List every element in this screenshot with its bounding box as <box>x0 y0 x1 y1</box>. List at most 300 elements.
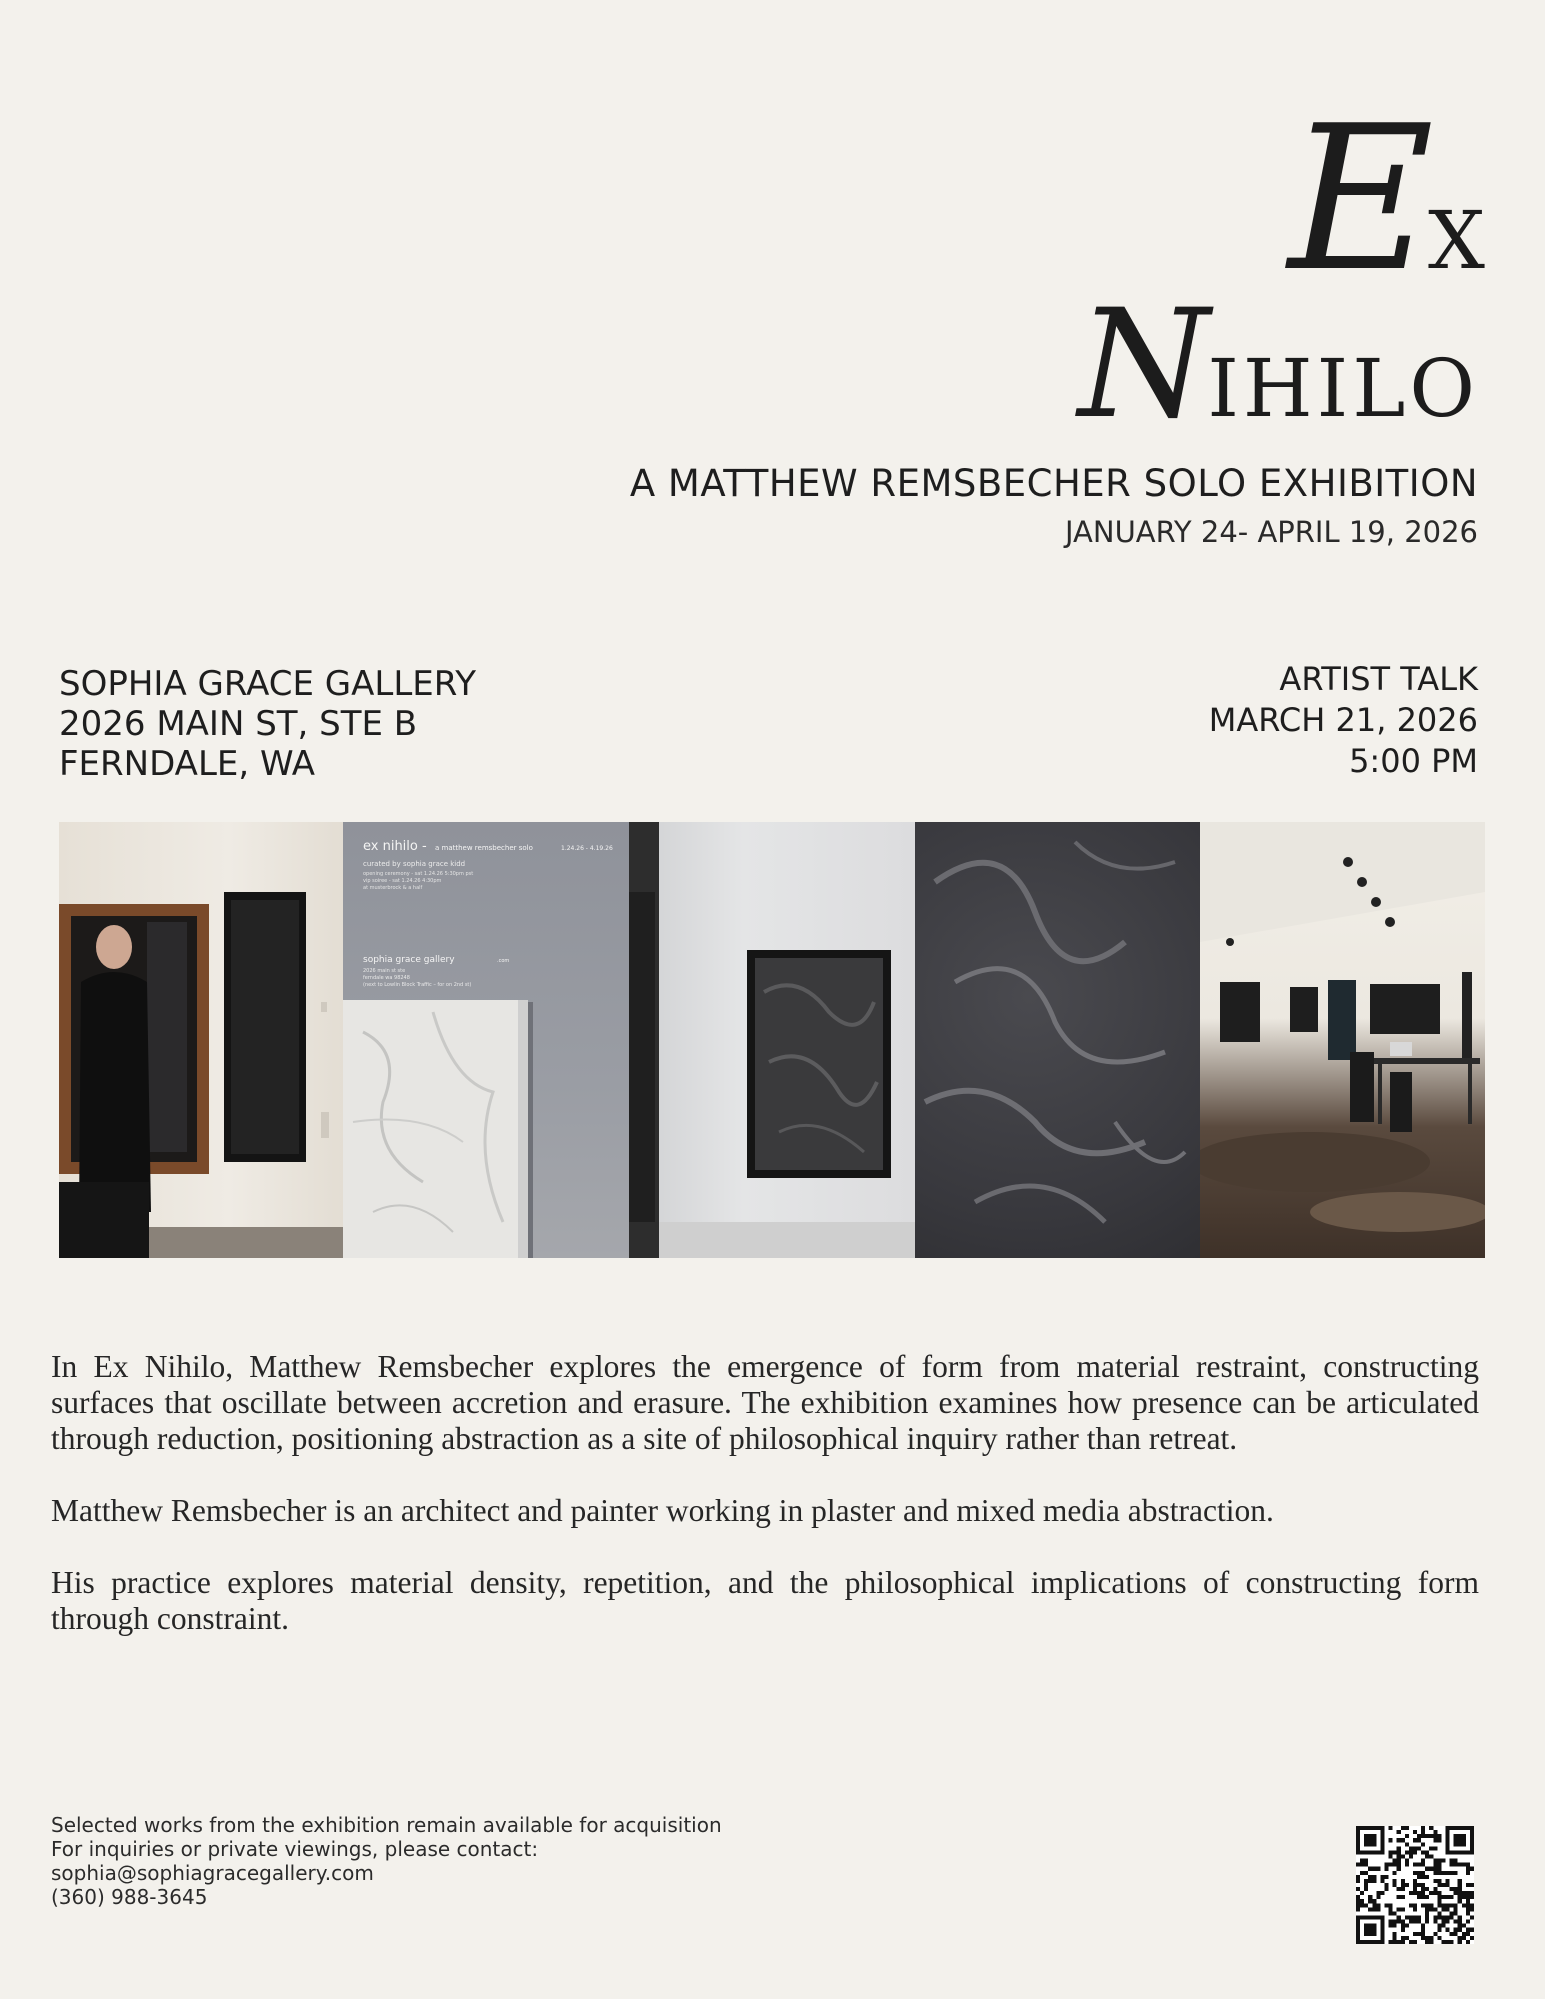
qr-module <box>1401 1838 1405 1842</box>
qr-module <box>1397 1867 1401 1871</box>
qr-module <box>1425 1895 1429 1899</box>
qr-module <box>1384 1883 1388 1887</box>
qr-module <box>1450 1826 1454 1830</box>
qr-module <box>1364 1903 1368 1907</box>
qr-module <box>1364 1924 1368 1928</box>
qr-module <box>1401 1895 1405 1899</box>
qr-module <box>1409 1891 1413 1895</box>
qr-module <box>1441 1940 1445 1944</box>
qr-module <box>1409 1903 1413 1907</box>
title-rest-ihilo: IHILO <box>1207 342 1479 435</box>
qr-module <box>1405 1883 1409 1887</box>
qr-module <box>1364 1932 1368 1936</box>
qr-module <box>1356 1936 1360 1940</box>
qr-module <box>1441 1871 1445 1875</box>
artist-talk-date: MARCH 21, 2026 <box>1208 701 1478 739</box>
qr-module <box>1413 1863 1417 1867</box>
qr-module <box>1458 1899 1462 1903</box>
qr-module <box>1462 1936 1466 1940</box>
qr-module <box>1397 1838 1401 1842</box>
qr-module <box>1384 1875 1388 1879</box>
qr-module <box>1360 1826 1364 1830</box>
qr-module <box>1470 1916 1474 1920</box>
qr-module <box>1425 1911 1429 1915</box>
qr-module <box>1417 1932 1421 1936</box>
qr-module <box>1356 1924 1360 1928</box>
qr-module <box>1380 1879 1384 1883</box>
wall-gallery-suffix: .com <box>497 958 510 964</box>
qr-module <box>1380 1830 1384 1834</box>
qr-module <box>1425 1887 1429 1891</box>
qr-module <box>1450 1871 1454 1875</box>
qr-module <box>1425 1834 1429 1838</box>
wall-gallery: sophia grace gallery <box>363 955 455 965</box>
qr-module <box>1470 1842 1474 1846</box>
qr-module <box>1437 1928 1441 1932</box>
qr-module <box>1376 1850 1380 1854</box>
qr-module <box>1425 1907 1429 1911</box>
qr-module <box>1380 1891 1384 1895</box>
qr-module <box>1372 1842 1376 1846</box>
qr-module <box>1470 1895 1474 1899</box>
venue-city: FERNDALE, WA <box>59 744 315 784</box>
qr-module <box>1433 1887 1437 1891</box>
qr-module <box>1372 1826 1376 1830</box>
qr-module <box>1433 1834 1437 1838</box>
qr-module <box>1364 1842 1368 1846</box>
qr-module <box>1458 1883 1462 1887</box>
qr-module <box>1470 1846 1474 1850</box>
qr-module <box>1466 1899 1470 1903</box>
qr-module <box>1454 1887 1458 1891</box>
qr-module <box>1372 1875 1376 1879</box>
footer-email: sophia@sophiagracegallery.com <box>51 1861 374 1885</box>
qr-module <box>1437 1936 1441 1940</box>
qr-module <box>1441 1883 1445 1887</box>
qr-module <box>1446 1883 1450 1887</box>
qr-module <box>1376 1867 1380 1871</box>
qr-module <box>1446 1834 1450 1838</box>
qr-module <box>1409 1940 1413 1944</box>
qr-module <box>1425 1850 1429 1854</box>
qr-module <box>1413 1916 1417 1920</box>
qr-module <box>1417 1846 1421 1850</box>
qr-module <box>1454 1928 1458 1932</box>
artist-talk <box>1209 659 1478 782</box>
qr-module <box>1433 1859 1437 1863</box>
qr-module <box>1470 1867 1474 1871</box>
qr-module <box>1433 1916 1437 1920</box>
qr-module <box>1380 1936 1384 1940</box>
qr-module <box>1380 1924 1384 1928</box>
qr-module <box>1360 1916 1364 1920</box>
wall-line2: opening ceremony - sat 1.24.26 5:30pm pst <box>363 871 474 877</box>
qr-module <box>1401 1879 1405 1883</box>
photo-framed-painting-illustration <box>629 822 915 1258</box>
qr-module <box>1454 1932 1458 1936</box>
qr-module <box>1458 1936 1462 1940</box>
qr-module <box>1458 1928 1462 1932</box>
qr-module <box>1417 1875 1421 1879</box>
qr-module <box>1393 1911 1397 1915</box>
qr-module <box>1380 1916 1384 1920</box>
photo-wall-text-illustration <box>343 822 629 1258</box>
qr-module <box>1458 1863 1462 1867</box>
qr-module <box>1364 1928 1368 1932</box>
qr-module <box>1454 1834 1458 1838</box>
wall-addr1: 2026 main st ste <box>363 968 406 974</box>
qr-module <box>1360 1903 1364 1907</box>
qr-module <box>1462 1891 1466 1895</box>
contact-footer <box>51 1813 722 1909</box>
qr-module <box>1437 1859 1441 1863</box>
qr-module <box>1389 1863 1393 1867</box>
qr-module <box>1380 1826 1384 1830</box>
qr-module <box>1372 1928 1376 1932</box>
qr-module <box>1356 1916 1360 1920</box>
qr-module <box>1446 1928 1450 1932</box>
exhibition-dates: JANUARY 24- APRIL 19, 2026 <box>1065 515 1478 549</box>
qr-module <box>1458 1834 1462 1838</box>
qr-module <box>1405 1936 1409 1940</box>
qr-module <box>1470 1891 1474 1895</box>
qr-module <box>1413 1887 1417 1891</box>
qr-module <box>1413 1830 1417 1834</box>
qr-module <box>1389 1924 1393 1928</box>
qr-module <box>1397 1846 1401 1850</box>
qr-module <box>1470 1850 1474 1854</box>
qr-module <box>1446 1903 1450 1907</box>
qr-module <box>1393 1920 1397 1924</box>
qr-module <box>1462 1932 1466 1936</box>
qr-module <box>1446 1846 1450 1850</box>
qr-module <box>1356 1899 1360 1903</box>
qr-module <box>1417 1834 1421 1838</box>
qr-module <box>1437 1911 1441 1915</box>
qr-module <box>1466 1895 1470 1899</box>
qr-module <box>1401 1907 1405 1911</box>
qr-module <box>1441 1903 1445 1907</box>
qr-module <box>1413 1846 1417 1850</box>
qr-module <box>1356 1928 1360 1932</box>
qr-module <box>1368 1879 1372 1883</box>
qr-module <box>1429 1891 1433 1895</box>
qr-module <box>1470 1907 1474 1911</box>
qr-module <box>1429 1867 1433 1871</box>
qr-module <box>1356 1846 1360 1850</box>
qr-module <box>1413 1879 1417 1883</box>
qr-module <box>1372 1940 1376 1944</box>
wall-subtitle: a matthew remsbecher solo <box>435 844 533 852</box>
qr-module <box>1466 1867 1470 1871</box>
qr-module <box>1401 1883 1405 1887</box>
qr-module <box>1450 1911 1454 1915</box>
qr-module <box>1421 1834 1425 1838</box>
qr-module <box>1437 1871 1441 1875</box>
qr-module <box>1437 1867 1441 1871</box>
qr-module <box>1356 1895 1360 1899</box>
qr-module <box>1466 1940 1470 1944</box>
qr-module <box>1437 1895 1441 1899</box>
qr-module <box>1446 1871 1450 1875</box>
qr-module <box>1454 1863 1458 1867</box>
qr-module <box>1437 1916 1441 1920</box>
qr-module <box>1462 1863 1466 1867</box>
wall-curated: curated by sophia grace kidd <box>363 860 466 868</box>
qr-module <box>1433 1907 1437 1911</box>
qr-module <box>1389 1826 1393 1830</box>
qr-module <box>1470 1834 1474 1838</box>
qr-module <box>1356 1887 1360 1891</box>
qr-module <box>1466 1903 1470 1907</box>
qr-module <box>1433 1846 1437 1850</box>
qr-module <box>1356 1863 1360 1867</box>
qr-module <box>1454 1859 1458 1863</box>
qr-module <box>1397 1830 1401 1834</box>
qr-module <box>1466 1850 1470 1854</box>
qr-module <box>1393 1871 1397 1875</box>
qr-module <box>1421 1891 1425 1895</box>
qr-module <box>1372 1932 1376 1936</box>
qr-module <box>1356 1932 1360 1936</box>
qr-module <box>1466 1928 1470 1932</box>
qr-module <box>1429 1854 1433 1858</box>
qr-module <box>1397 1887 1401 1891</box>
qr-module <box>1368 1838 1372 1842</box>
qr-module <box>1389 1940 1393 1944</box>
qr-module <box>1458 1895 1462 1899</box>
qr-module <box>1372 1916 1376 1920</box>
qr-module <box>1356 1850 1360 1854</box>
qr-module <box>1454 1850 1458 1854</box>
qr-module <box>1450 1863 1454 1867</box>
photo-textured-painting-detail <box>915 822 1200 1258</box>
qr-module <box>1466 1871 1470 1875</box>
qr-module <box>1425 1936 1429 1940</box>
qr-module <box>1417 1871 1421 1875</box>
qr-module <box>1376 1903 1380 1907</box>
qr-module <box>1466 1863 1470 1867</box>
qr-module <box>1368 1834 1372 1838</box>
qr-module <box>1417 1863 1421 1867</box>
qr-module <box>1380 1875 1384 1879</box>
qr-module <box>1437 1899 1441 1903</box>
photo-visitor-illustration <box>59 822 343 1258</box>
qr-module <box>1397 1850 1401 1854</box>
qr-module <box>1413 1903 1417 1907</box>
qr-module <box>1360 1863 1364 1867</box>
qr-module <box>1405 1850 1409 1854</box>
qr-module <box>1458 1838 1462 1842</box>
qr-module <box>1454 1838 1458 1842</box>
qr-module <box>1437 1834 1441 1838</box>
qr-module <box>1372 1903 1376 1907</box>
qr-module <box>1401 1940 1405 1944</box>
qr-module <box>1454 1891 1458 1895</box>
qr-module <box>1470 1928 1474 1932</box>
qr-module <box>1441 1924 1445 1928</box>
qr-module <box>1433 1932 1437 1936</box>
qr-module <box>1389 1907 1393 1911</box>
qr-module <box>1421 1883 1425 1887</box>
qr-module <box>1433 1891 1437 1895</box>
qr-module <box>1454 1907 1458 1911</box>
qr-module <box>1446 1907 1450 1911</box>
qr-module <box>1458 1940 1462 1944</box>
qr-module <box>1433 1830 1437 1834</box>
venue-name: SOPHIA GRACE GALLERY <box>59 664 476 704</box>
qr-module <box>1458 1916 1462 1920</box>
qr-module <box>1466 1932 1470 1936</box>
qr-module <box>1368 1875 1372 1879</box>
qr-module <box>1417 1920 1421 1924</box>
qr-module <box>1429 1826 1433 1830</box>
qr-module <box>1356 1907 1360 1911</box>
qr-module <box>1417 1883 1421 1887</box>
qr-module <box>1405 1916 1409 1920</box>
qr-module <box>1421 1850 1425 1854</box>
qr-module <box>1393 1859 1397 1863</box>
qr-module <box>1450 1859 1454 1863</box>
qr-module <box>1417 1838 1421 1842</box>
qr-module <box>1441 1920 1445 1924</box>
qr-module <box>1441 1859 1445 1863</box>
qr-module <box>1389 1850 1393 1854</box>
qr-module <box>1380 1838 1384 1842</box>
qr-module <box>1437 1879 1441 1883</box>
qr-module <box>1425 1867 1429 1871</box>
wall-line3: vip soiree - sat 1.24.26 4:30pm <box>363 878 442 884</box>
qr-module <box>1360 1850 1364 1854</box>
qr-module <box>1466 1891 1470 1895</box>
qr-module <box>1376 1907 1380 1911</box>
qr-module <box>1372 1907 1376 1911</box>
qr-module <box>1413 1940 1417 1944</box>
qr-module <box>1380 1928 1384 1932</box>
qr-module <box>1433 1863 1437 1867</box>
qr-module <box>1417 1891 1421 1895</box>
qr-module <box>1389 1903 1393 1907</box>
qr-module <box>1458 1887 1462 1891</box>
footer-phone: (360) 988-3645 <box>51 1885 208 1909</box>
qr-module <box>1360 1871 1364 1875</box>
qr-module <box>1466 1920 1470 1924</box>
qr-module <box>1397 1854 1401 1858</box>
qr-module <box>1360 1859 1364 1863</box>
qr-module <box>1421 1871 1425 1875</box>
qr-module <box>1466 1826 1470 1830</box>
qr-module <box>1421 1826 1425 1830</box>
qr-module <box>1364 1834 1368 1838</box>
qr-module <box>1446 1838 1450 1842</box>
qr-module <box>1437 1838 1441 1842</box>
qr-module <box>1425 1903 1429 1907</box>
qr-module <box>1376 1895 1380 1899</box>
qr-module <box>1380 1842 1384 1846</box>
qr-module <box>1413 1920 1417 1924</box>
qr-module <box>1446 1879 1450 1883</box>
qr-module <box>1458 1891 1462 1895</box>
qr-module <box>1458 1826 1462 1830</box>
qr-module <box>1409 1850 1413 1854</box>
qr-module <box>1458 1924 1462 1928</box>
qr-module <box>1421 1936 1425 1940</box>
qr-module <box>1462 1826 1466 1830</box>
qr-module <box>1446 1895 1450 1899</box>
qr-module <box>1368 1907 1372 1911</box>
photo-gallery-interior <box>1200 822 1485 1258</box>
exhibition-title <box>919 83 1479 460</box>
qr-module <box>1397 1859 1401 1863</box>
qr-module <box>1446 1920 1450 1924</box>
qr-module <box>1454 1903 1458 1907</box>
qr-module <box>1458 1842 1462 1846</box>
qr-module <box>1413 1891 1417 1895</box>
photo-strip <box>59 822 1485 1258</box>
qr-module <box>1462 1903 1466 1907</box>
title-initial-n: N <box>1078 278 1208 452</box>
qr-module <box>1364 1850 1368 1854</box>
qr-module <box>1446 1842 1450 1846</box>
qr-module <box>1441 1895 1445 1899</box>
qr-module <box>1393 1883 1397 1887</box>
qr-module <box>1446 1850 1450 1854</box>
qr-module <box>1384 1867 1388 1871</box>
qr-module <box>1413 1883 1417 1887</box>
qr-module <box>1397 1916 1401 1920</box>
qr-module <box>1413 1907 1417 1911</box>
qr-module <box>1356 1940 1360 1944</box>
qr-module <box>1421 1859 1425 1863</box>
qr-module <box>1470 1826 1474 1830</box>
qr-module <box>1429 1834 1433 1838</box>
qr-module <box>1446 1830 1450 1834</box>
photo-wall-text-and-white-painting <box>343 822 629 1258</box>
qr-module <box>1433 1920 1437 1924</box>
qr-module <box>1397 1920 1401 1924</box>
qr-module <box>1364 1887 1368 1891</box>
photo-interior-illustration <box>1200 822 1485 1258</box>
qr-module <box>1401 1924 1405 1928</box>
qr-module <box>1405 1859 1409 1863</box>
qr-module <box>1376 1891 1380 1895</box>
qr-module <box>1446 1940 1450 1944</box>
qr-module <box>1437 1903 1441 1907</box>
qr-module <box>1368 1867 1372 1871</box>
qr-module <box>1372 1834 1376 1838</box>
qr-module <box>1433 1879 1437 1883</box>
qr-module <box>1380 1940 1384 1944</box>
qr-module <box>1364 1916 1368 1920</box>
qr-module <box>1360 1940 1364 1944</box>
qr-module <box>1364 1940 1368 1944</box>
qr-module <box>1470 1838 1474 1842</box>
qr-module <box>1470 1883 1474 1887</box>
qr-module <box>1372 1850 1376 1854</box>
qr-module <box>1429 1907 1433 1911</box>
qr-module <box>1413 1850 1417 1854</box>
qr-module <box>1393 1924 1397 1928</box>
qr-module <box>1360 1899 1364 1903</box>
qr-module <box>1409 1920 1413 1924</box>
qr-code-graphic <box>1356 1826 1474 1944</box>
qr-module <box>1433 1871 1437 1875</box>
qr-module <box>1389 1920 1393 1924</box>
qr-module <box>1462 1842 1466 1846</box>
qr-module <box>1466 1883 1470 1887</box>
qr-module <box>1401 1936 1405 1940</box>
qr-code <box>1356 1826 1474 1944</box>
